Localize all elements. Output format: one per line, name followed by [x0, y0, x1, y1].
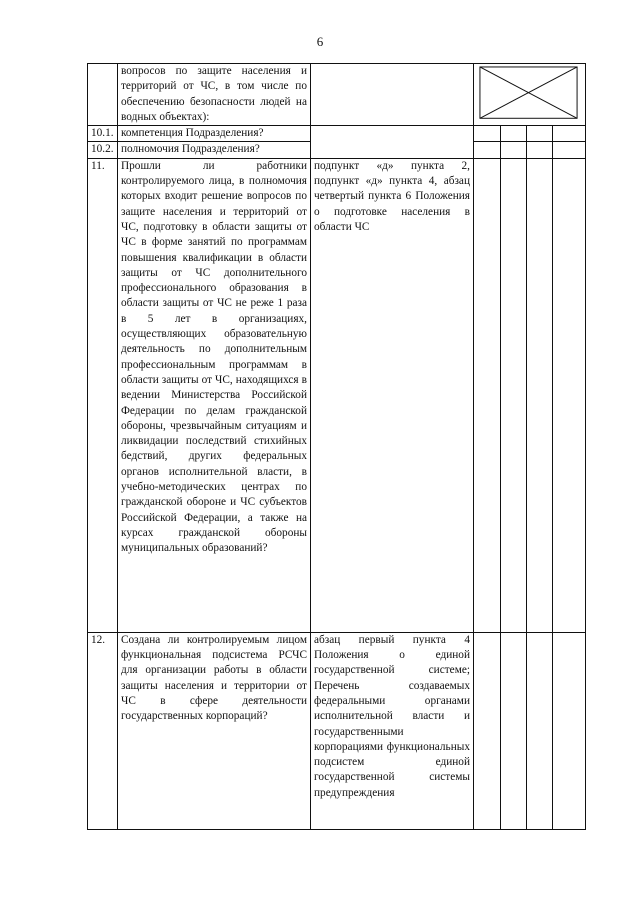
answer-na-cell[interactable] [527, 158, 553, 632]
answer-yes-cell[interactable] [474, 158, 501, 632]
answer-no-cell[interactable] [501, 142, 527, 158]
row-number: 12. [88, 632, 118, 829]
answer-note-cell[interactable] [553, 126, 586, 142]
answer-note-cell[interactable] [553, 142, 586, 158]
answer-note-cell[interactable] [553, 632, 586, 829]
answer-yes-cell[interactable] [474, 632, 501, 829]
question-cell: Создана ли контролируемым лицом функциональная подсистема РСЧС для организации работы в области защиты населения и территории от ЧС в сфере деятельности государственных корпораций? [118, 632, 311, 829]
question-cell: компетенция Подразделения? [118, 126, 311, 142]
table-row [88, 126, 586, 142]
question-cell: Прошли ли работники контролируемого лица, в полномочия которых входит решение вопросов по защите населения и территорий от ЧС, подготовку в области защиты от ЧС в форме занятий по программам повышения квалификации в области защиты от ЧС дополнительного профессионального образования в области защиты от ЧС не реже 1 раза в 5 лет в организациях, осуществляющих образовательную деятельность по дополнительным профессиональным программам в области защиты от ЧС, находящихся в ведении Министерства Российской Федерации по делам гражданской обороны, чрезвычайным ситуациям и ликвидации последствий стихийных бедствий, других федеральных органов исполнительной власти, в учебно-методических центрах по гражданской обороне и ЧС субъектов Российской Федерации, а также на курсах гражданской обороны муниципальных образований? [118, 158, 311, 632]
page-number: 6 [316, 34, 324, 49]
row-number: 11. [88, 158, 118, 632]
table-row [88, 158, 586, 632]
answer-na-cell[interactable] [527, 142, 553, 158]
table-row [88, 632, 586, 829]
answer-no-cell[interactable] [501, 632, 527, 829]
reference-cell: абзац первый пункта 4 Положения о единой государственной системе; Перечень создаваемых федеральными органами исполнительной власти и государственными корпорациями функциональных подсистем единой государственной системы предупреждения [311, 632, 474, 829]
question-cell: вопросов по защите населения и территорий от ЧС, в том числе по обеспечению безопасности людей на водных объектах): [118, 64, 311, 126]
row-number [88, 64, 118, 126]
reference-cell [311, 126, 474, 159]
answer-yes-cell[interactable] [474, 142, 501, 158]
not-applicable-cross [474, 64, 586, 126]
reference-cell [311, 64, 474, 126]
answer-note-cell[interactable] [553, 158, 586, 632]
answer-na-cell[interactable] [527, 632, 553, 829]
answer-yes-cell[interactable] [474, 126, 501, 142]
row-number: 10.2. [88, 142, 118, 158]
table-row [88, 64, 586, 126]
checklist-table [87, 63, 586, 830]
question-cell: полномочия Подразделения? [118, 142, 311, 158]
answer-no-cell[interactable] [501, 158, 527, 632]
answer-no-cell[interactable] [501, 126, 527, 142]
row-number: 10.1. [88, 126, 118, 142]
answer-na-cell[interactable] [527, 126, 553, 142]
reference-cell: подпункт «д» пункта 2, подпункт «д» пункта 4, абзац четвертый пункта 6 Положения о подготовке населения в области ЧС [311, 158, 474, 632]
